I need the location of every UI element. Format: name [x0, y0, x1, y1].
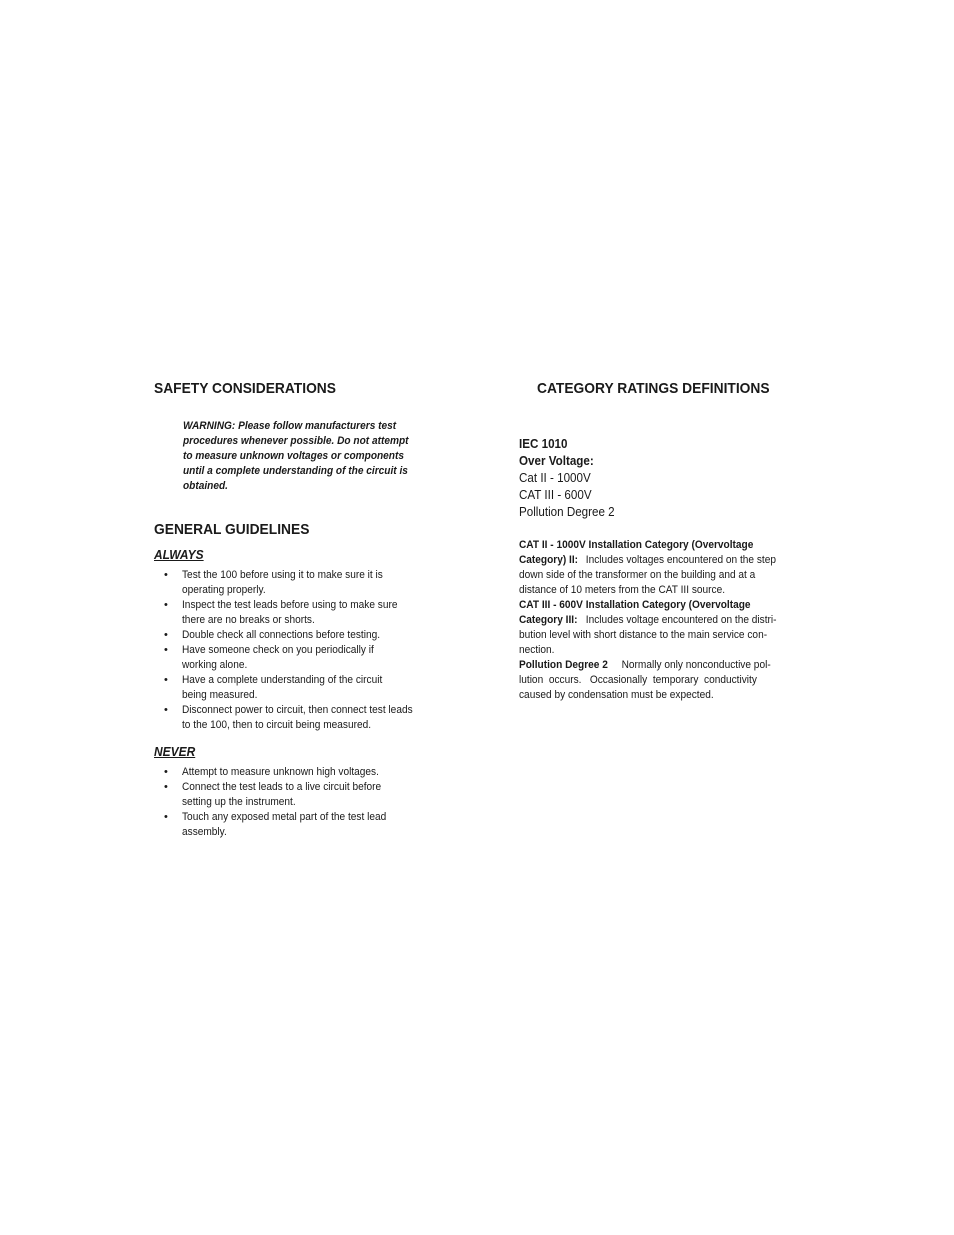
- list-item: [154, 810, 454, 840]
- list-item-text: Connect the test leads to a live circuit before: [182, 781, 382, 793]
- rating-item: Pollution Degree 2: [519, 505, 615, 519]
- list-item-text: Double check all connections before testing.: [182, 629, 381, 641]
- list-item-text: to the 100, then to circuit being measured.: [182, 719, 372, 731]
- list-item: [154, 765, 454, 780]
- list-item: [154, 643, 454, 673]
- definition-line: [519, 673, 794, 688]
- definition-line: [519, 628, 794, 643]
- pollution-text: lution occurs. Occasionally temporary conductivity: [519, 674, 757, 686]
- pollution-text: Normally only nonconductive pol-: [615, 659, 771, 671]
- cat3-term-cont: Category III:: [519, 614, 578, 626]
- bullet-icon: •: [164, 766, 168, 778]
- list-item: [154, 673, 454, 703]
- list-item-text: Touch any exposed metal part of the test lead: [182, 811, 387, 823]
- list-item-text: setting up the instrument.: [182, 796, 296, 808]
- warning-line: until a complete understanding of the circuit is: [183, 465, 408, 477]
- definition-line: [519, 658, 794, 673]
- list-item-text: Inspect the test leads before using to make sure: [182, 599, 398, 611]
- definition-line: [519, 643, 794, 658]
- list-item-text: Test the 100 before using it to make sure it is: [182, 569, 383, 581]
- never-subheading: NEVER: [154, 744, 196, 759]
- list-item-text: Attempt to measure unknown high voltages.: [182, 766, 379, 778]
- safety-considerations-heading: SAFETY CONSIDERATIONS: [154, 380, 336, 397]
- warning-line: to measure unknown voltages or components: [183, 450, 405, 462]
- iec-standard: IEC 1010: [519, 437, 568, 451]
- always-list: [154, 568, 454, 733]
- list-item: [154, 628, 454, 643]
- always-subheading: ALWAYS: [154, 547, 204, 562]
- bullet-icon: •: [164, 704, 168, 716]
- definition-line: [519, 538, 794, 553]
- list-item-text: being measured.: [182, 689, 258, 701]
- definition-line: [519, 583, 794, 598]
- list-item: [154, 780, 454, 810]
- definition-line: [519, 688, 794, 703]
- iec-block: [519, 436, 794, 521]
- list-item-text: Have a complete understanding of the circuit: [182, 674, 383, 686]
- definition-line: [519, 613, 794, 628]
- never-list: [154, 765, 454, 840]
- cat2-term-cont: Category) II:: [519, 554, 579, 566]
- cat2-text: distance of 10 meters from the CAT III source.: [519, 584, 726, 596]
- list-item-text: Have someone check on you periodically if: [182, 644, 374, 656]
- definition-line: [519, 568, 794, 583]
- definition-line: [519, 553, 794, 568]
- list-item-text: Disconnect power to circuit, then connect test leads: [182, 704, 413, 716]
- bullet-icon: •: [164, 644, 168, 656]
- rating-item: Cat II - 1000V: [519, 471, 591, 485]
- cat2-term: CAT II - 1000V Installation Category (Overvoltage: [519, 539, 754, 551]
- definitions-block: [519, 538, 794, 703]
- category-ratings-heading: CATEGORY RATINGS DEFINITIONS: [537, 380, 770, 397]
- cat2-text: Includes voltages encountered on the step: [583, 554, 777, 566]
- cat3-text: nection.: [519, 644, 555, 656]
- cat3-text: bution level with short distance to the main service con-: [519, 629, 768, 641]
- right-column: [519, 380, 794, 703]
- list-item: [154, 568, 454, 598]
- pollution-term: Pollution Degree 2: [519, 659, 608, 671]
- list-item-text: assembly.: [182, 826, 227, 838]
- list-item-text: working alone.: [182, 659, 248, 671]
- bullet-icon: •: [164, 674, 168, 686]
- bullet-icon: •: [164, 629, 168, 641]
- warning-line: procedures whenever possible. Do not attempt: [183, 435, 409, 447]
- bullet-icon: •: [164, 599, 168, 611]
- list-item-text: there are no breaks or shorts.: [182, 614, 315, 626]
- bullet-icon: •: [164, 781, 168, 793]
- warning-line: WARNING: Please follow manufacturers test: [183, 420, 397, 432]
- cat2-text: down side of the transformer on the building and at a: [519, 569, 756, 581]
- warning-line: obtained.: [183, 480, 228, 492]
- left-column: [154, 380, 454, 840]
- definition-line: [519, 598, 794, 613]
- pollution-text: caused by condensation must be expected.: [519, 689, 714, 701]
- general-guidelines-heading: GENERAL GUIDELINES: [154, 521, 310, 538]
- bullet-icon: •: [164, 569, 168, 581]
- list-item: [154, 703, 454, 733]
- warning-paragraph: [183, 419, 445, 494]
- cat3-term: CAT III - 600V Installation Category (Overvoltage: [519, 599, 751, 611]
- over-voltage-label: Over Voltage:: [519, 454, 594, 468]
- rating-item: CAT III - 600V: [519, 488, 592, 502]
- bullet-icon: •: [164, 811, 168, 823]
- cat3-text: Includes voltage encountered on the distri-: [582, 614, 777, 626]
- list-item-text: operating properly.: [182, 584, 266, 596]
- list-item: [154, 598, 454, 628]
